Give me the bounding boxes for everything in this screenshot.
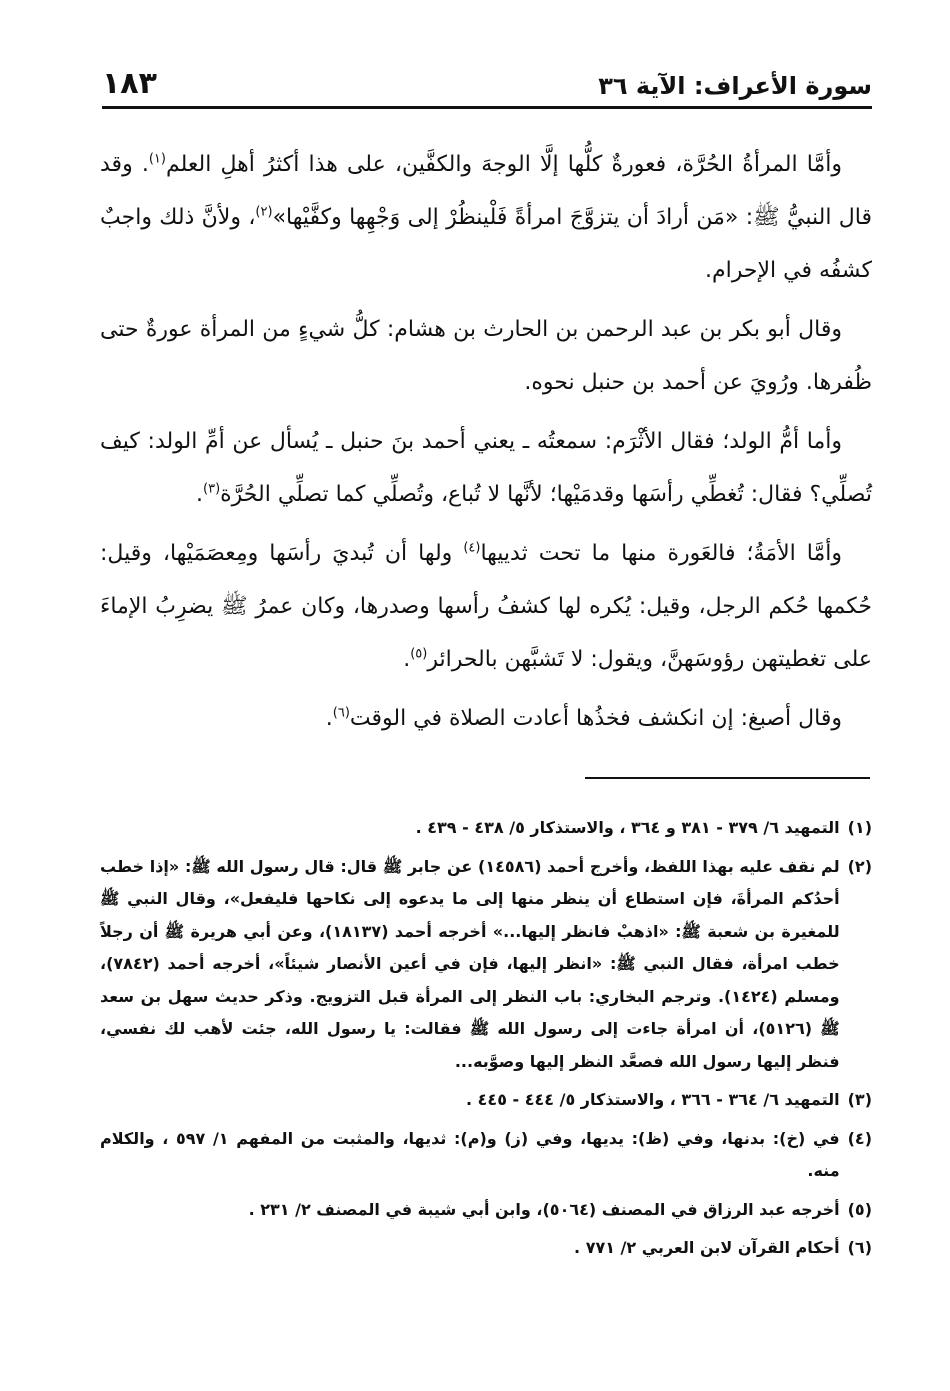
footnote [100, 1232, 872, 1265]
footnote-number: (٤) [847, 1128, 872, 1148]
paragraph [100, 138, 872, 297]
paragraph-text: ولها أن تُبديَ رأسَها ومِعصَمَيْها، وقيل: حُكمها حُكم الرجل، وقيل: يُكره لها كشفُ رأسها وصدرها، وكان عمرُ ﷺ يضرِبُ الإماءَ على تغطيتهن رؤوسَهنَّ، ويقول: لا تَشبَّهن بالحرائر [100, 541, 872, 672]
paragraph [100, 527, 872, 686]
footnote [100, 1084, 872, 1117]
footnote [100, 812, 872, 845]
footnote-text: التمهيد ٦/ ٣٦٤ - ٣٦٦ ، والاستذكار ٥/ ٤٤٤ - ٤٤٥ . [466, 1090, 840, 1109]
paragraph-text: وأمَّا المرأةُ الحُرَّة، فعورةٌ كلُّها إلَّا الوجهَ والكفَّين، على هذا أكثرُ أهلِ العلم [165, 152, 842, 177]
paragraph-text: . [325, 706, 333, 731]
footnote [100, 851, 872, 1079]
footnote-number: (٣) [847, 1090, 872, 1109]
paragraph-text: وأما أمُّ الولد؛ فقال الأثْرَم: سمعتُه ـ يعني أحمد بنَ حنبل ـ يُسأل عن أمِّ الولد: كيف تُصلِّي؟ فقال: تُغطِّي رأسَها وقدمَيْها؛ لأنَّها لا تُباع، وتُصلِّي كما تصلِّي الحُرَّة [100, 429, 872, 507]
footnote-ref[interactable]: (٤) [463, 540, 481, 556]
footnote-number: (٥) [847, 1199, 872, 1219]
paragraph-text: . وقد قال النبيُّ ﷺ: «مَن أرادَ أن يتزوَّجَ امرأةً فَلْينظُرْ إلى وَجْهِها وكفَّيْها» [100, 152, 872, 230]
footnotes [100, 812, 872, 1271]
paragraph-text: وقال أصبغ: إن انكشف فخذُها أعادت الصلاة في الوقت [349, 706, 842, 731]
footnote-text: أخرجه عبد الرزاق في المصنف (٥٠٦٤)، وابن أبي شيبة في المصنف ٢/ ٢٣١ . [248, 1199, 840, 1219]
footnote-number: (١) [847, 818, 872, 837]
footnote-ref[interactable]: (٦) [332, 705, 350, 721]
paragraph-text: . [403, 647, 411, 672]
footnote-ref[interactable]: (١) [148, 151, 166, 167]
paragraph [100, 303, 872, 409]
paragraph-text: وأمَّا الأمَةُ؛ فالعَورة منها ما تحت ثدييها [480, 541, 842, 566]
running-header [102, 62, 872, 109]
footnote-ref[interactable]: (٣) [203, 481, 221, 497]
paragraph-text: . [196, 482, 203, 507]
footnote [100, 1194, 872, 1227]
footnote-number: (٢) [847, 856, 872, 876]
footnote-separator [585, 777, 870, 779]
chapter-title: سورة الأعراف: الآية ٣٦ [598, 72, 872, 100]
paragraph [100, 415, 872, 521]
paragraph [100, 692, 872, 745]
footnote-ref[interactable]: (٢) [255, 204, 273, 220]
footnote-ref[interactable]: (٥) [410, 646, 428, 662]
footnote-text: التمهيد ٦/ ٣٧٩ - ٣٨١ و ٣٦٤ ، والاستذكار ٥/ ٤٣٨ - ٤٣٩ . [415, 818, 840, 837]
main-text [100, 138, 872, 751]
footnote-text: لم نقف عليه بهذا اللفظ، وأخرج أحمد (١٤٥٨٦) عن جابر ﷺ قال: قال رسول الله ﷺ: «إذا خطب أحدُكم المرأةَ، فإن استطاع أن ينظر منها إلى ما يدعوه إلى نكاحها فليفعل»، وقال النبي ﷺ للمغيرة بن شعبة ﷺ: «اذهبْ فانظر إليها...» أخرجه أحمد (١٨١٣٧)، وعن أبي هريرة ﷺ أن رجلاً خطب امرأة، فقال النبي ﷺ: «انظر إليها، فإن في أعين الأنصار شيئاً»، أخرجه أحمد (٧٨٤٢)، ومسلم (١٤٢٤). وترجم البخاري: باب النظر إلى المرأة قبل التزويج. وذكر حديث سهل بن سعد ﷺ (٥١٢٦)، أن امرأة جاءت إلى رسول الله ﷺ فقالت: يا رسول الله، جئت لأهب لك نفسي، فنظر إليها رسول الله فصعَّد النظر إليها وصوَّبه... [100, 856, 840, 1071]
footnote [100, 1123, 872, 1188]
footnote-number: (٦) [847, 1238, 872, 1257]
footnote-text: أحكام القرآن لابن العربي ٢/ ٧٧١ . [574, 1238, 840, 1257]
paragraph-text: ، ولأنَّ ذلك واجبٌ كشفُه في الإحرام. [100, 205, 872, 283]
page-number: ١٨٣ [102, 66, 157, 101]
footnote-text: في (خ): بدنها، وفي (ظ): يديها، وفي (ز) و(م): ثديها، والمثبت من المفهم ١/ ٥٩٧ ، والكلام منه. [100, 1128, 840, 1180]
paragraph-text: وقال أبو بكر بن عبد الرحمن بن الحارث بن هشام: كلُّ شيءٍ من المرأة عورةٌ حتى ظُفرها. ورُويَ عن أحمد بن حنبل نحوه. [100, 317, 872, 395]
